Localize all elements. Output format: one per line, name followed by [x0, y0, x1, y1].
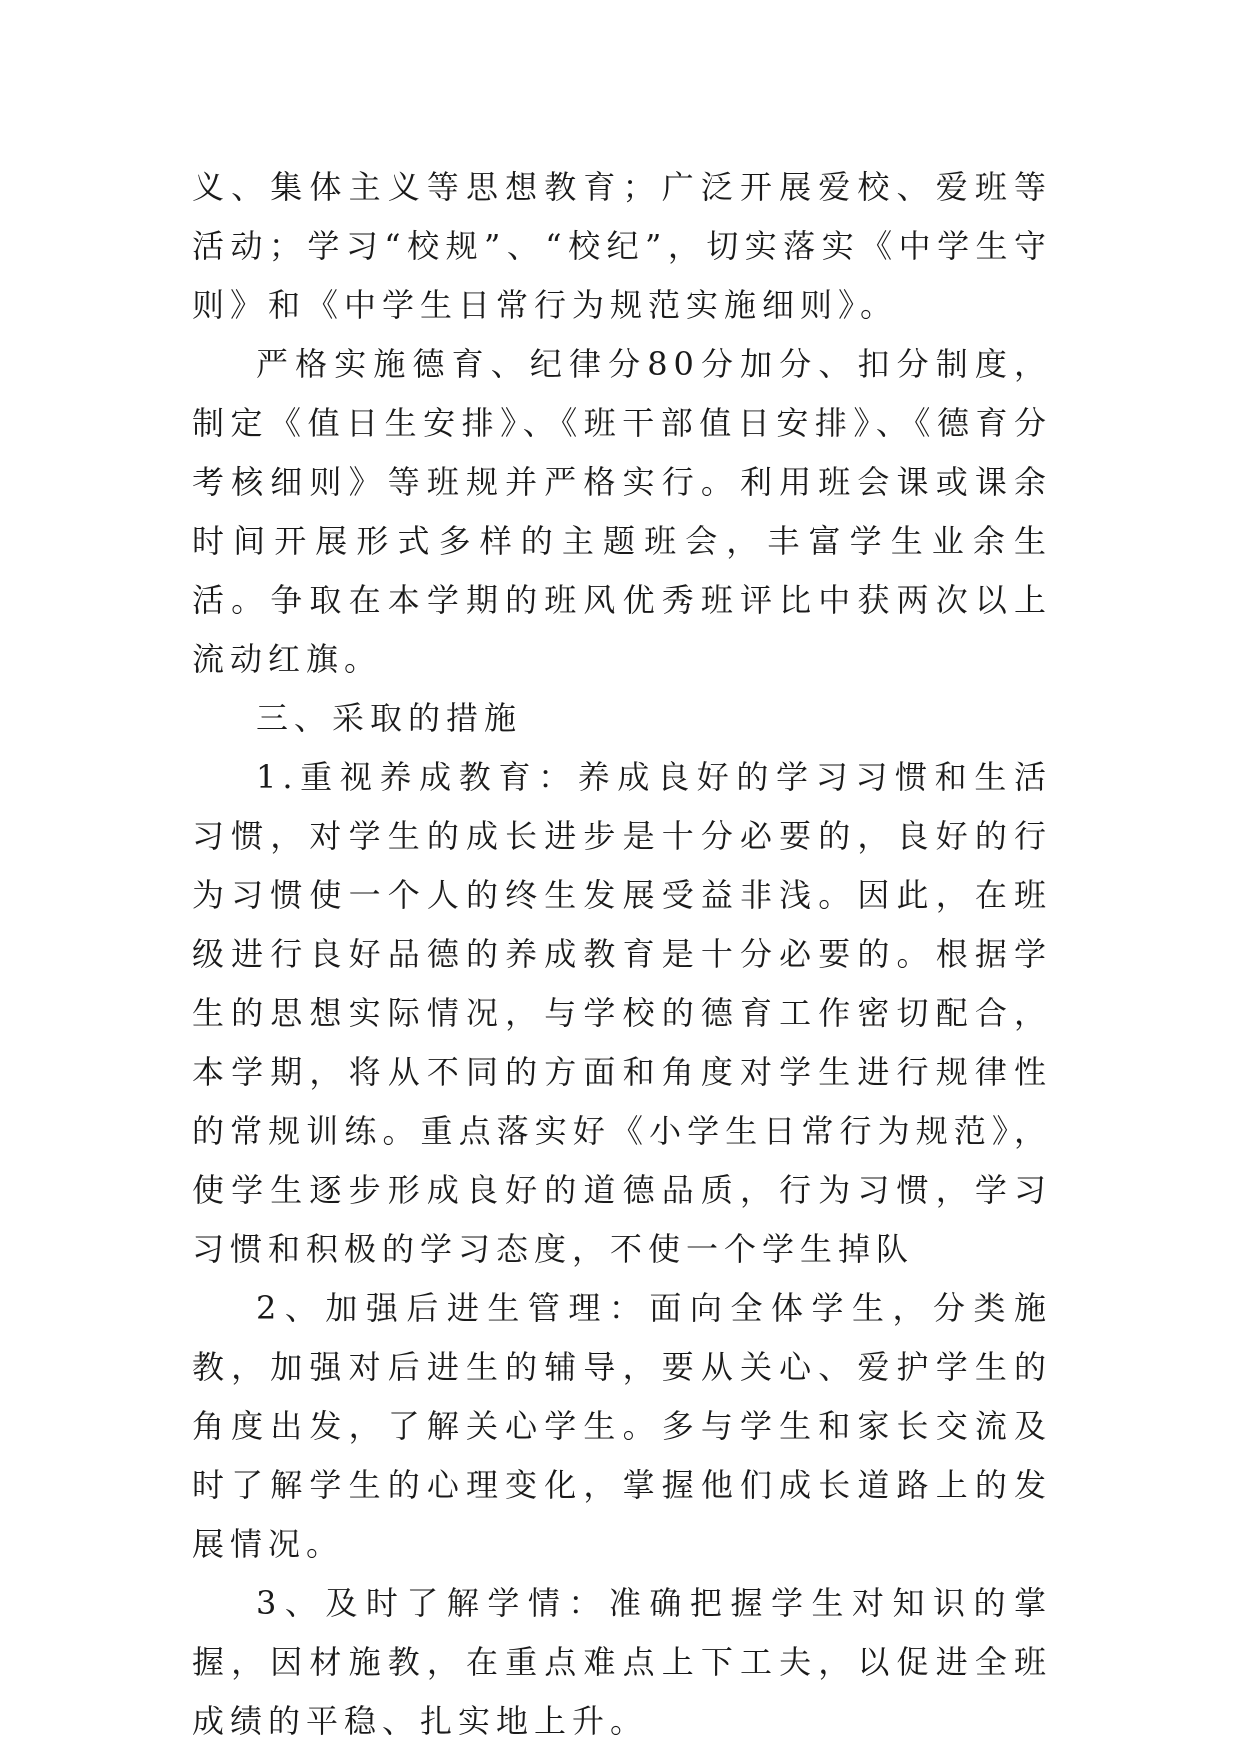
- paragraph-measure-2: 2、加强后进生管理：面向全体学生，分类施教，加强对后进生的辅导，要从关心、爱护学生的角度出发，了解关心学生。多与学生和家长交流及时了解学生的心理变化，掌握他们成长道路上的发展情况。: [192, 1289, 1052, 1563]
- paragraph-1: 义、集体主义等思想教育；广泛开展爱校、爱班等活动；学习“校规”、“校纪”，切实落实《中学生守则》和《中学生日常行为规范实施细则》。: [192, 168, 1052, 324]
- paragraph-measure-1: 1.重视养成教育：养成良好的学习习惯和生活习惯，对学生的成长进步是十分必要的，良好的行为习惯使一个人的终生发展受益非浅。因此，在班级进行良好品德的养成教育是十分必要的。根据学生的思想实际情况，与学校的德育工作密切配合，本学期，将从不同的方面和角度对学生进行规律性的常规训练。重点落实好《小学生日常行为规范》，使学生逐步形成良好的道德品质，行为习惯，学习习惯和积极的学习态度，不使一个学生掉队: [192, 758, 1052, 1268]
- paragraph-measure-3: 3、及时了解学情：准确把握学生对知识的掌握，因材施教，在重点难点上下工夫，以促进全班成绩的平稳、扎实地上升。: [192, 1584, 1052, 1740]
- section-heading: 三、采取的措施: [256, 699, 523, 737]
- paragraph-2: 严格实施德育、纪律分80分加分、扣分制度，制定《值日生安排》、《班干部值日安排》、《德育分考核细则》等班规并严格实行。利用班会课或课余时间开展形式多样的主题班会，丰富学生业余生活。争取在本学期的班风优秀班评比中获两次以上流动红旗。: [192, 345, 1052, 678]
- document-body: [192, 158, 1052, 1751]
